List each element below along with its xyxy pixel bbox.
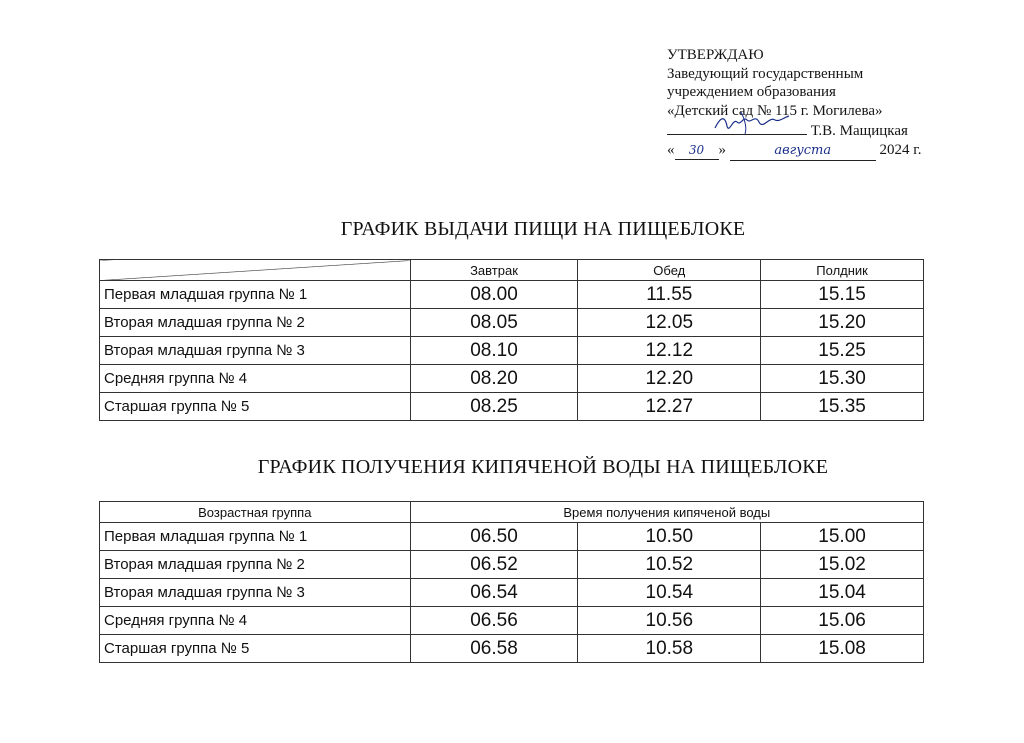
table-row — [100, 393, 924, 421]
table-row — [100, 523, 924, 551]
water-time-1: 06.54 — [410, 579, 578, 607]
snack-time: 15.35 — [761, 393, 924, 421]
approval-heading: УТВЕРЖДАЮ — [667, 47, 764, 63]
water-time-1: 06.58 — [410, 635, 578, 663]
food-schedule-title: ГРАФИК ВЫДАЧИ ПИЩИ НА ПИЩЕБЛОКЕ — [340, 218, 746, 240]
group-label: Первая младшая группа № 1 — [100, 281, 411, 309]
water-time-2: 10.56 — [578, 607, 761, 635]
breakfast-time: 08.25 — [410, 393, 578, 421]
date-day-field — [675, 141, 719, 161]
snack-time: 15.15 — [761, 281, 924, 309]
table-row — [100, 635, 924, 663]
group-label: Вторая младшая группа № 3 — [100, 337, 411, 365]
water-time-3: 15.08 — [761, 635, 924, 663]
approval-position-line2: учреждением образования — [667, 84, 836, 100]
lunch-time: 11.55 — [578, 281, 761, 309]
water-time-2: 10.58 — [578, 635, 761, 663]
water-schedule-table — [99, 501, 924, 663]
water-schedule-title: ГРАФИК ПОЛУЧЕНИЯ КИПЯЧЕНОЙ ВОДЫ НА ПИЩЕБЛОКЕ — [257, 456, 829, 478]
water-schedule-header-row — [100, 502, 924, 523]
group-label: Вторая младшая группа № 3 — [100, 579, 411, 607]
breakfast-time: 08.10 — [410, 337, 578, 365]
table-row — [100, 281, 924, 309]
food-schedule-header-row — [100, 260, 924, 281]
date-close-quote: » — [718, 141, 726, 158]
table-row — [100, 551, 924, 579]
group-label: Старшая группа № 5 — [100, 635, 411, 663]
date-year: 2024 г. — [879, 141, 922, 158]
snack-time: 15.20 — [761, 309, 924, 337]
date-month-field — [730, 141, 876, 162]
date-row — [667, 141, 921, 162]
group-label: Старшая группа № 5 — [100, 393, 411, 421]
breakfast-time: 08.05 — [410, 309, 578, 337]
group-label: Вторая младшая группа № 2 — [100, 309, 411, 337]
water-time-2: 10.52 — [578, 551, 761, 579]
header-lunch: Обед — [578, 260, 761, 281]
header-age-group: Возрастная группа — [100, 502, 411, 523]
snack-time: 15.30 — [761, 365, 924, 393]
header-breakfast: Завтрак — [410, 260, 578, 281]
diagonal-header-cell — [100, 260, 411, 281]
water-time-2: 10.50 — [578, 523, 761, 551]
date-open-quote: « — [667, 141, 675, 158]
water-time-1: 06.52 — [410, 551, 578, 579]
water-time-3: 15.02 — [761, 551, 924, 579]
header-snack: Полдник — [761, 260, 924, 281]
breakfast-time: 08.20 — [410, 365, 578, 393]
approval-block — [667, 46, 921, 161]
water-time-3: 15.06 — [761, 607, 924, 635]
water-time-2: 10.54 — [578, 579, 761, 607]
table-row — [100, 607, 924, 635]
table-row — [100, 365, 924, 393]
water-time-3: 15.04 — [761, 579, 924, 607]
date-month: августа — [774, 142, 832, 158]
group-label: Первая младшая группа № 1 — [100, 523, 411, 551]
table-row — [100, 579, 924, 607]
approval-institution: «Детский сад № 115 г. Могилева» — [667, 102, 883, 119]
handwritten-signature-icon — [711, 110, 791, 136]
header-water-time: Время получения кипяченой воды — [410, 502, 923, 523]
table-row — [100, 309, 924, 337]
approval-position-line1: Заведующий государственным — [667, 65, 864, 82]
lunch-time: 12.20 — [578, 365, 761, 393]
group-label: Средняя группа № 4 — [100, 607, 411, 635]
food-schedule-table — [99, 259, 924, 421]
water-time-3: 15.00 — [761, 523, 924, 551]
group-label: Средняя группа № 4 — [100, 365, 411, 393]
lunch-time: 12.12 — [578, 337, 761, 365]
lunch-time: 12.05 — [578, 309, 761, 337]
water-time-1: 06.50 — [410, 523, 578, 551]
snack-time: 15.25 — [761, 337, 924, 365]
group-label: Вторая младшая группа № 2 — [100, 551, 411, 579]
breakfast-time: 08.00 — [410, 281, 578, 309]
lunch-time: 12.27 — [578, 393, 761, 421]
date-day: 30 — [688, 142, 705, 157]
signer-name: Т.В. Мащицкая — [810, 123, 908, 139]
signature-row — [667, 120, 921, 141]
table-row — [100, 337, 924, 365]
water-time-1: 06.56 — [410, 607, 578, 635]
